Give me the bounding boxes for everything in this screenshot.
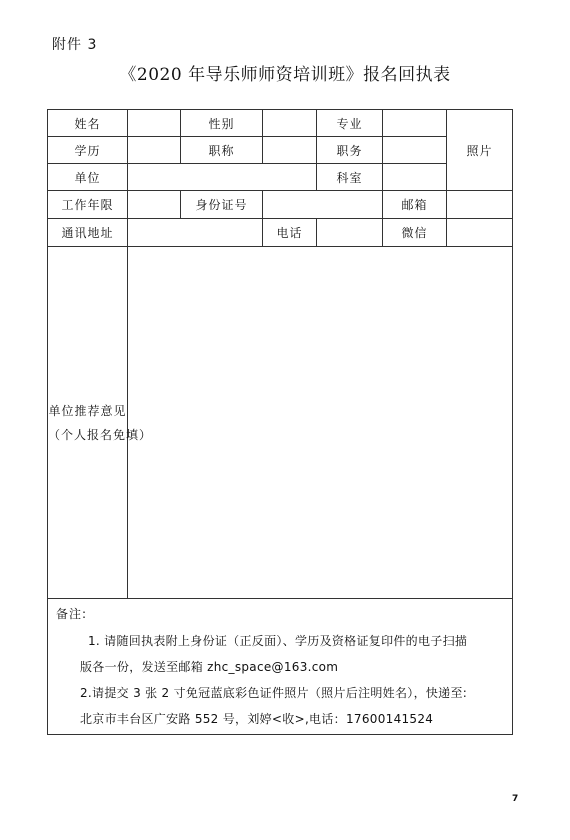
form-title: 《2020 年导乐师师资培训班》报名回执表 (119, 65, 451, 85)
wechat-value-cell[interactable] (447, 219, 513, 247)
recommendation-label (48, 247, 153, 599)
id-number-label: 身份证号 (181, 191, 263, 219)
unit-label: 单位 (48, 164, 128, 191)
note-1-line-2: 版各一份，发送至邮箱 zhc_space@163.com (80, 660, 339, 674)
recommendation-label-line2: （个人报名免填） (48, 427, 153, 442)
note-1-line-1: 1. 请随回执表附上身份证（正反面）、学历及资格证复印件的电子扫描 (88, 634, 468, 648)
work-years-label: 工作年限 (48, 191, 128, 219)
recommendation-value-cell[interactable] (128, 247, 513, 599)
education-label: 学历 (48, 137, 128, 164)
major-label: 专业 (317, 110, 383, 137)
name-label: 姓名 (48, 110, 128, 137)
email-value-cell[interactable] (447, 191, 513, 219)
position-value-cell[interactable] (383, 137, 447, 164)
note-2-line-2: 北京市丰台区广安路 552 号，刘婷<收>,电话：17600141524 (80, 712, 434, 726)
gender-value-cell[interactable] (263, 110, 317, 137)
department-value-cell[interactable] (383, 164, 447, 191)
unit-value-cell[interactable] (128, 164, 317, 191)
id-number-value-cell[interactable] (263, 191, 383, 219)
phone-value-cell[interactable] (317, 219, 383, 247)
address-label: 通讯地址 (48, 219, 128, 247)
education-value-cell[interactable] (128, 137, 181, 164)
professional-title-label: 职称 (181, 137, 263, 164)
address-value-cell[interactable] (128, 219, 263, 247)
annex-label: 附件 3 (52, 37, 98, 53)
wechat-label: 微信 (383, 219, 447, 247)
photo-cell[interactable]: 照片 (447, 110, 513, 191)
email-label: 邮箱 (383, 191, 447, 219)
professional-title-value-cell[interactable] (263, 137, 317, 164)
page-number: 7 (512, 794, 519, 804)
note-2-line-1: 2.请提交 3 张 2 寸免冠蓝底彩色证件照片（照片后注明姓名），快递至: (80, 686, 468, 700)
name-value-cell[interactable] (128, 110, 181, 137)
notes-title: 备注: (56, 607, 88, 621)
recommendation-label-line1: 单位推荐意见 (48, 403, 127, 418)
work-years-value-cell[interactable] (128, 191, 181, 219)
department-label: 科室 (317, 164, 383, 191)
registration-form-table (47, 109, 513, 735)
gender-label: 性别 (181, 110, 263, 137)
notes-cell (48, 599, 513, 735)
position-label: 职务 (317, 137, 383, 164)
major-value-cell[interactable] (383, 110, 447, 137)
phone-label: 电话 (263, 219, 317, 247)
